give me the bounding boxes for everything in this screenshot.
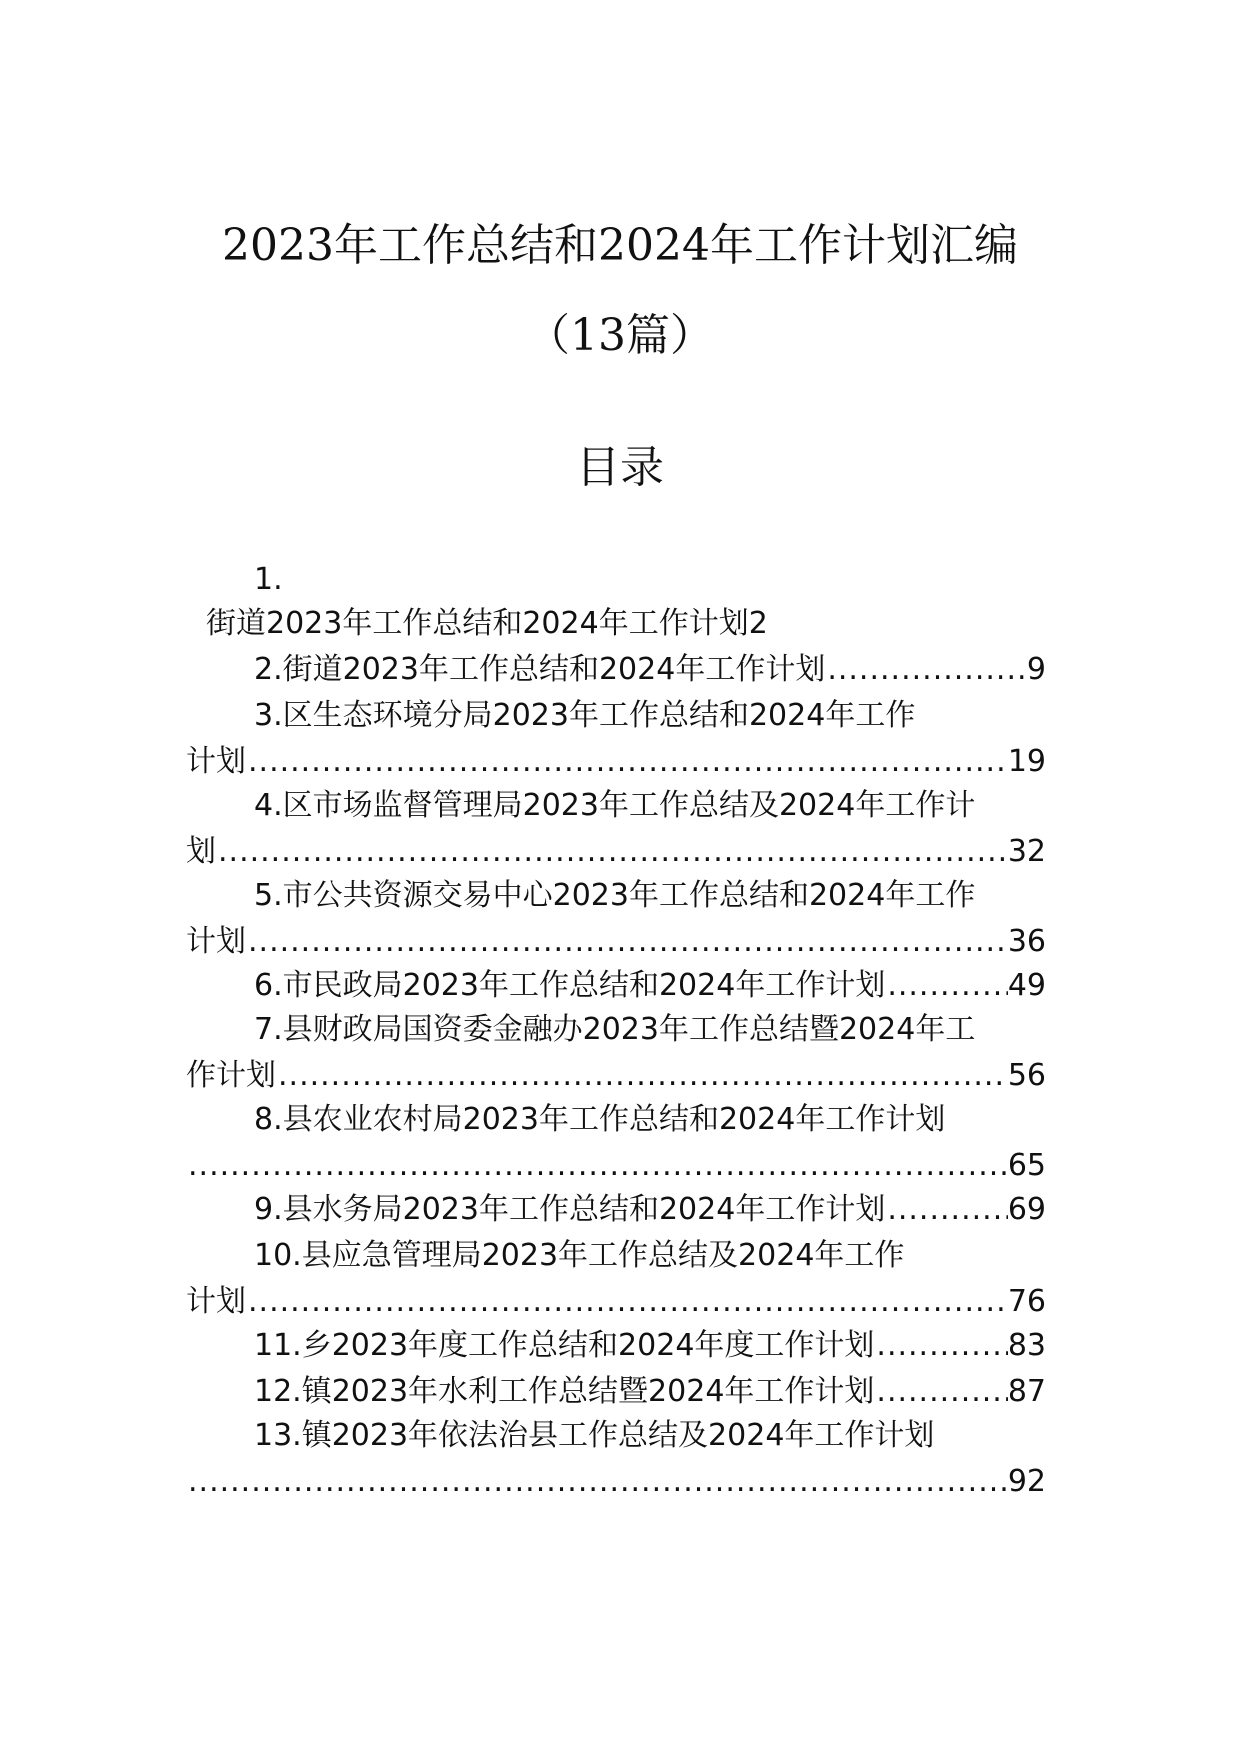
- toc-entry-line[interactable]: [186, 742, 1046, 782]
- toc-entry-title-continued: 计划: [186, 744, 246, 779]
- toc-entry-line[interactable]: [254, 560, 283, 600]
- toc-entry-line[interactable]: [186, 1146, 1046, 1186]
- toc-entry-title: 3.区生态环境分局2023年工作总结和2024年工作: [254, 698, 916, 733]
- toc-entry-line[interactable]: [254, 1326, 1046, 1366]
- toc-dot-leader: [246, 1282, 1008, 1322]
- toc-entry-line[interactable]: [186, 1056, 1046, 1096]
- toc-entry-page: 76: [1007, 1284, 1046, 1319]
- toc-entry-page: 2: [748, 606, 768, 641]
- toc-entry-title: 2.街道2023年工作总结和2024年工作计划: [254, 652, 826, 687]
- toc-entry-page: 32: [1007, 834, 1046, 869]
- document-subtitle-count: （13篇）: [526, 310, 714, 361]
- toc-entry-line[interactable]: [186, 1462, 1046, 1502]
- toc-entry-line[interactable]: [254, 1010, 1046, 1050]
- toc-entry-page: 49: [1007, 968, 1046, 1003]
- toc-entry-title: 11.乡2023年度工作总结和2024年度工作计划: [254, 1328, 875, 1363]
- toc-dot-leader: [246, 742, 1008, 782]
- toc-entry-line[interactable]: [254, 876, 1046, 916]
- toc-entry-line[interactable]: [186, 1282, 1046, 1322]
- toc-entry-page: 69: [1007, 1192, 1046, 1227]
- toc-entry-title-continued: 计划: [186, 924, 246, 959]
- toc-entry-title: 5.市公共资源交易中心2023年工作总结和2024年工作: [254, 878, 976, 913]
- toc-dot-leader: [216, 832, 1008, 872]
- toc-entry-page: 36: [1007, 924, 1046, 959]
- toc-entry-title: 10.县应急管理局2023年工作总结及2024年工作: [254, 1238, 905, 1273]
- toc-heading: 目录: [576, 442, 664, 493]
- toc-entry-title: 7.县财政局国资委金融办2023年工作总结暨2024年工: [254, 1012, 976, 1047]
- toc-entry-title: 4.区市场监督管理局2023年工作总结及2024年工作计: [254, 788, 976, 823]
- toc-dot-leader: [885, 1190, 1007, 1230]
- toc-entry-number: 1.: [254, 562, 283, 597]
- toc-entry-line[interactable]: [254, 650, 1046, 690]
- toc-dot-leader: [885, 966, 1007, 1006]
- toc-dot-leader: [186, 1146, 1008, 1186]
- toc-entry-line[interactable]: [254, 1372, 1046, 1412]
- toc-entry-title-continued: 划: [186, 834, 216, 869]
- toc-entry-line[interactable]: [254, 1100, 1046, 1140]
- toc-dot-leader: [276, 1056, 1008, 1096]
- toc-entry-page: 83: [1007, 1328, 1046, 1363]
- toc-dot-leader: [874, 1372, 1007, 1412]
- toc-entry-page: 92: [1007, 1464, 1046, 1499]
- toc-dot-leader: [186, 1462, 1008, 1502]
- toc-entry-line[interactable]: [186, 832, 1046, 872]
- toc-entry-page: 9: [1026, 652, 1046, 687]
- toc-dot-leader: [825, 650, 1027, 690]
- toc-entry-line[interactable]: [254, 966, 1046, 1006]
- toc-entry-line[interactable]: [254, 1416, 1046, 1456]
- document-title: 2023年工作总结和2024年工作计划汇编: [222, 220, 1018, 271]
- toc-entry-line[interactable]: [206, 604, 768, 644]
- toc-entry-title: 街道2023年工作总结和2024年工作计划: [206, 606, 749, 641]
- toc-entry-title: 12.镇2023年水利工作总结暨2024年工作计划: [254, 1374, 875, 1409]
- toc-entry-title: 9.县水务局2023年工作总结和2024年工作计划: [254, 1192, 886, 1227]
- toc-dot-leader: [874, 1326, 1007, 1366]
- toc-entry-line[interactable]: [254, 1236, 1046, 1276]
- toc-entry-page: 19: [1007, 744, 1046, 779]
- toc-entry-page: 56: [1007, 1058, 1046, 1093]
- toc-entry-page: 65: [1007, 1148, 1046, 1183]
- toc-entry-page: 87: [1007, 1374, 1046, 1409]
- toc-entry-line[interactable]: [254, 696, 1046, 736]
- toc-entry-title-continued: 计划: [186, 1284, 246, 1319]
- toc-entry-title: 13.镇2023年依法治县工作总结及2024年工作计划: [254, 1418, 935, 1453]
- toc-entry-line[interactable]: [254, 786, 1046, 826]
- toc-entry-title: 6.市民政局2023年工作总结和2024年工作计划: [254, 968, 886, 1003]
- toc-entry-line[interactable]: [186, 922, 1046, 962]
- toc-entry-line[interactable]: [254, 1190, 1046, 1230]
- toc-entry-title-continued: 作计划: [186, 1058, 276, 1093]
- toc-dot-leader: [246, 922, 1008, 962]
- toc-entry-title: 8.县农业农村局2023年工作总结和2024年工作计划: [254, 1102, 946, 1137]
